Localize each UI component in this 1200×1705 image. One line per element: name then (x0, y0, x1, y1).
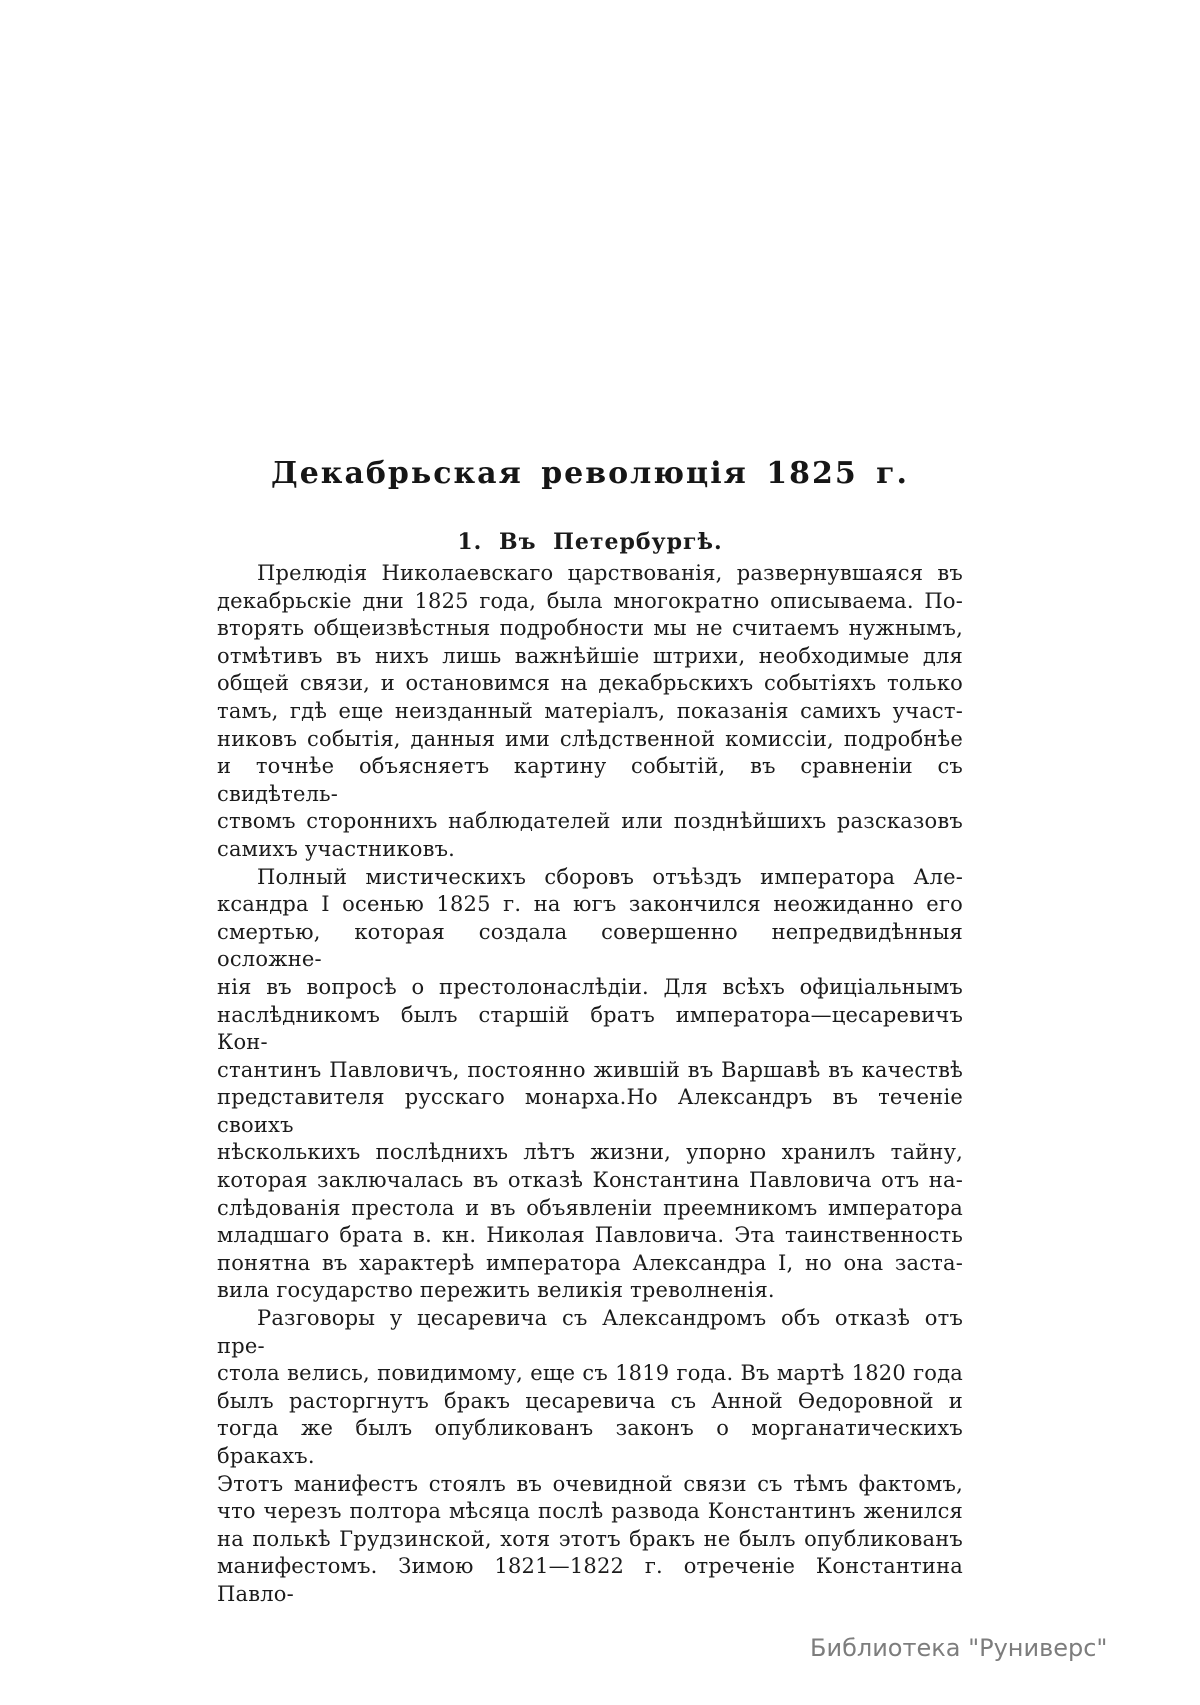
text-line: декабрьскіе дни 1825 года, была многократно описываема. По- (217, 588, 963, 613)
text-line: стола велись, повидимому, еще съ 1819 года. Въ мартѣ 1820 года (217, 1361, 963, 1386)
text-line: представителя русскаго монарха.Но Александръ въ теченіе своихъ (217, 1085, 963, 1137)
paragraph (217, 1305, 963, 1609)
text-line: тогда же былъ опубликованъ законъ о морганатическихъ бракахъ. (217, 1416, 963, 1468)
text-line: смертью, которая создала совершенно непредвидѣнныя осложне- (217, 919, 963, 972)
text-line: Прелюдія Николаевскаго царствованія, развернувшаяся въ (257, 561, 963, 585)
text-line: на полькѣ Грудзинской, хотя этотъ бракъ не былъ опубликованъ (217, 1526, 963, 1551)
text-line: никовъ событія, данныя ими слѣдственной комиссіи, подробнѣе (217, 726, 963, 751)
text-line: нѣсколькихъ послѣднихъ лѣтъ жизни, упорно хранилъ тайну, (217, 1140, 963, 1165)
text-line: тамъ, гдѣ еще неизданный матеріалъ, показанія самихъ участ- (217, 698, 963, 723)
text-line: вторять общеизвѣстныя подробности мы не считаемъ нужнымъ, (217, 616, 963, 641)
text-line: и точнѣе объясняетъ картину событій, въ сравненіи съ свидѣтель- (217, 754, 963, 806)
text-line: ствомъ стороннихъ наблюдателей или позднѣйшихъ разсказовъ (217, 809, 963, 834)
text-line: младшаго брата в. кн. Николая Павловича. Эта таинственность (217, 1223, 963, 1248)
paragraph (217, 560, 963, 864)
text-line: Этотъ манифестъ стоялъ въ очевидной связи съ тѣмъ фактомъ, (217, 1471, 963, 1496)
text-line: былъ расторгнутъ бракъ цесаревича съ Анной Ѳедоровной и (217, 1388, 963, 1413)
section-heading: 1. Въ Петербургѣ. (457, 529, 723, 555)
text-line: стантинъ Павловичъ, постоянно жившій въ Варшавѣ въ качествѣ (217, 1057, 963, 1082)
text-line: самихъ участниковъ. (217, 836, 456, 861)
body-text (217, 560, 963, 1609)
text-line: понятна въ характерѣ императора Александра I, но она заста- (217, 1250, 963, 1275)
text-line: манифестомъ. Зимою 1821—1822 г. отреченіе Константина Павло- (217, 1554, 963, 1606)
text-line: слѣдованія престола и въ объявленіи преемникомъ императора (217, 1195, 963, 1220)
text-line: нія въ вопросѣ о престолонаслѣдіи. Для всѣхъ офиціальнымъ (217, 974, 963, 999)
text-line: Разговоры у цесаревича съ Александромъ объ отказѣ отъ пре- (217, 1306, 963, 1358)
text-line: которая заключалась въ отказѣ Константина Павловича отъ на- (217, 1168, 963, 1193)
text-line: отмѣтивъ въ нихъ лишь важнѣйшіе штрихи, необходимые для (217, 643, 963, 668)
text-line: Полный мистическихъ сборовъ отъѣздъ императора Але- (257, 864, 963, 889)
text-line: общей связи, и остановимся на декабрьскихъ событіяхъ только (217, 671, 963, 696)
text-line: ксандра I осенью 1825 г. на югъ закончился неожиданно его (217, 892, 963, 917)
text-line: наслѣдникомъ былъ старшій братъ императора—цесаревичъ Кон- (217, 1002, 963, 1055)
watermark: Библиотека "Руниверс" (810, 1634, 1108, 1662)
text-line: что черезъ полтора мѣсяца послѣ развода Константинъ женился (217, 1499, 963, 1524)
paragraph (217, 864, 963, 1306)
page-title: Декабрьская революція 1825 г. (271, 456, 909, 491)
text-line: вила государство пережить великія треволненія. (217, 1278, 775, 1303)
